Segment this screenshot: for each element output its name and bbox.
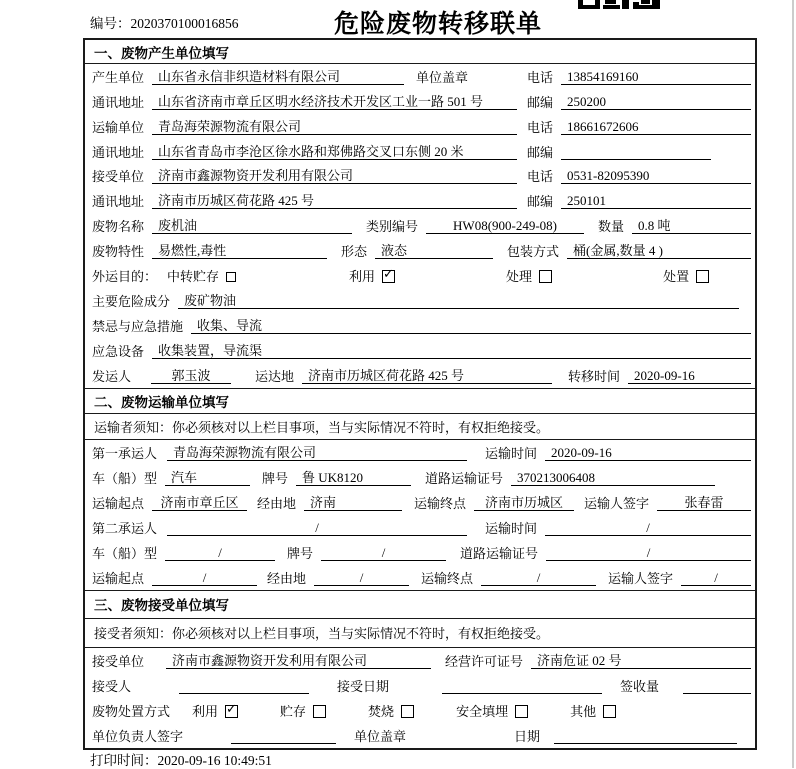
carrier2-value: / <box>167 520 467 536</box>
page-right-edge <box>792 0 794 768</box>
route2-start-value: / <box>152 570 257 586</box>
transport-zip-label: 邮编 <box>526 144 553 160</box>
route2-end-label: 运输终点 <box>421 570 474 586</box>
producer-phone-value: 13854169160 <box>561 69 751 85</box>
row-receiver-unit <box>85 648 755 673</box>
producer-zip-label: 邮编 <box>526 94 553 110</box>
check-mark: ✓ <box>226 701 237 717</box>
section3-header: 三、废物接受单位填写 <box>85 590 755 619</box>
receive-address-value: 济南市历城区荷花路 425 号 <box>152 193 517 209</box>
row-hazard-component <box>85 288 755 313</box>
disposal-option-landfill-label: 安全填埋 <box>456 703 509 719</box>
transfer-time-label: 转移时间 <box>568 368 621 384</box>
vehicle1-license-label: 道路运输证号 <box>425 470 504 486</box>
transport-unit-label: 运输单位 <box>92 119 145 135</box>
sender-value: 郭玉波 <box>151 368 231 384</box>
receiver-license-value: 济南危证 02 号 <box>531 653 751 669</box>
row-carrier2 <box>85 515 755 540</box>
route2-end-value: / <box>481 570 596 586</box>
disposal-store-checkbox <box>313 705 326 718</box>
form-value: 液态 <box>375 243 493 259</box>
signed-amount-label: 签收量 <box>620 678 660 694</box>
route2-sign-value: / <box>681 570 751 586</box>
hazard-component-label: 主要危险成分 <box>92 293 171 309</box>
print-time-line <box>90 749 272 769</box>
category-value: HW08(900-249-08) <box>426 218 584 234</box>
receiver-unit-value: 济南市鑫源物资开发利用有限公司 <box>166 653 431 669</box>
signature-value <box>231 743 336 744</box>
vehicle2-license-value: / <box>546 545 751 561</box>
row-carrier1 <box>85 440 755 465</box>
quantity-label: 数量 <box>598 219 625 235</box>
route1-via-label: 经由地 <box>257 495 297 511</box>
date-value <box>554 743 737 744</box>
row-transport-unit <box>85 114 755 139</box>
packing-value: 桶(金属,数量 4 ) <box>567 243 751 259</box>
emergency-equipment-label: 应急设备 <box>92 343 145 359</box>
row-producer-address <box>85 89 755 114</box>
row-receive-unit <box>85 164 755 189</box>
purpose-dispose-checkbox <box>696 270 709 283</box>
receive-unit-label: 接受单位 <box>92 169 145 185</box>
destination-label: 运达地 <box>255 368 295 384</box>
waste-property-value: 易燃性,毒性 <box>152 243 327 259</box>
producer-value: 山东省永信非织造材料有限公司 <box>152 69 404 85</box>
packing-label: 包装方式 <box>507 244 560 260</box>
route1-sign-label: 运输人签字 <box>584 495 650 511</box>
serial-label: 编号： <box>90 16 131 31</box>
waste-name-value: 废机油 <box>152 218 352 234</box>
carrier1-label: 第一承运人 <box>92 445 158 461</box>
signed-amount-value <box>683 693 751 694</box>
emergency-equipment-value: 收集装置，导流渠 <box>152 343 751 359</box>
producer-address-value: 山东省济南市章丘区明水经济技术开发区工业一路 501 号 <box>152 94 517 110</box>
purpose-label: 外运目的： <box>92 269 158 285</box>
form-label: 形态 <box>341 244 368 260</box>
route1-start-label: 运输起点 <box>92 495 145 511</box>
row-signature <box>85 723 755 748</box>
purpose-option-treat-label: 处理 <box>506 269 533 285</box>
disposal-option-burn-label: 焚烧 <box>368 703 395 719</box>
carrier2-time-value: / <box>545 520 751 536</box>
producer-zip-value: 250200 <box>561 94 751 110</box>
disposal-label: 废物处置方式 <box>92 703 171 719</box>
purpose-transfer-checkbox <box>226 272 236 282</box>
vehicle1-type-label: 车（船）型 <box>92 470 158 486</box>
receive-phone-label: 电话 <box>526 169 553 185</box>
receiver-unit-label: 接受单位 <box>92 653 145 669</box>
row-route1 <box>85 490 755 515</box>
row-receive-address <box>85 188 755 213</box>
transport-address-value: 山东省青岛市李沧区徐水路和郑佛路交叉口东侧 20 米 <box>152 144 517 160</box>
row-transport-address <box>85 139 755 164</box>
route1-start-value: 济南市章丘区 <box>152 495 247 511</box>
row-purpose <box>85 263 755 288</box>
disposal-use-checkbox <box>225 701 238 718</box>
date-label: 日期 <box>514 728 541 744</box>
purpose-use-checkbox <box>382 267 395 283</box>
sender-label: 发运人 <box>92 368 132 384</box>
unit-seal-label: 单位盖章 <box>354 728 407 744</box>
vehicle1-plate-value: 鲁 UK8120 <box>296 470 411 486</box>
row-receiver-person <box>85 673 755 698</box>
disposal-other-checkbox <box>603 705 616 718</box>
seal-label: 单位盖章 <box>416 69 469 85</box>
row-emergency-equipment <box>85 338 755 363</box>
serial-number-line <box>90 12 239 32</box>
receive-address-label: 通讯地址 <box>92 194 145 210</box>
receiver-license-label: 经营许可证号 <box>445 653 524 669</box>
transport-address-label: 通讯地址 <box>92 144 145 160</box>
row-producer <box>85 64 755 89</box>
receive-phone-value: 0531-82095390 <box>561 168 751 184</box>
section2-header: 二、废物运输单位填写 <box>85 388 755 414</box>
vehicle1-license-value: 370213006408 <box>511 470 715 486</box>
vehicle1-plate-label: 牌号 <box>262 470 289 486</box>
carrier1-time-label: 运输时间 <box>485 445 538 461</box>
producer-phone-label: 电话 <box>526 69 553 85</box>
transport-zip-value <box>561 159 711 160</box>
transport-unit-value: 青岛海荣源物流有限公司 <box>152 119 517 135</box>
route2-sign-label: 运输人签字 <box>608 570 674 586</box>
disposal-landfill-checkbox <box>515 705 528 718</box>
emergency-measures-label: 禁忌与应急措施 <box>92 318 184 334</box>
route1-end-value: 济南市历城区 <box>474 495 574 511</box>
route2-via-label: 经由地 <box>267 570 307 586</box>
route2-start-label: 运输起点 <box>92 570 145 586</box>
route1-sign-value: 张春雷 <box>657 495 751 511</box>
receiver-person-label: 接受人 <box>92 678 132 694</box>
producer-address-label: 通讯地址 <box>92 94 145 110</box>
row-sender <box>85 363 755 388</box>
quantity-value: 0.8 吨 <box>632 218 751 234</box>
row-emergency-measures <box>85 313 755 338</box>
route2-via-value: / <box>314 570 409 586</box>
disposal-burn-checkbox <box>401 705 414 718</box>
page-title: 危险废物转移联单 <box>334 10 543 38</box>
row-waste-property <box>85 238 755 263</box>
print-time-label: 打印时间： <box>90 753 158 768</box>
disposal-option-other-label: 其他 <box>570 703 597 719</box>
hazard-component-value: 废矿物油 <box>178 293 739 309</box>
category-label: 类别编号 <box>366 219 419 235</box>
transport-phone-value: 18661672606 <box>561 119 751 135</box>
row-vehicle1 <box>85 465 755 490</box>
route1-end-label: 运输终点 <box>414 495 467 511</box>
purpose-option-use-label: 利用 <box>349 269 376 285</box>
receive-date-value <box>442 693 602 694</box>
route1-via-value: 济南 <box>304 495 402 511</box>
vehicle1-type-value: 汽车 <box>165 470 250 486</box>
row-vehicle2 <box>85 540 755 565</box>
receive-unit-value: 济南市鑫源物资开发利用有限公司 <box>152 168 517 184</box>
purpose-option-transfer-label: 中转贮存 <box>167 269 220 285</box>
transfer-time-value: 2020-09-16 <box>628 368 751 384</box>
waste-property-label: 废物特性 <box>92 244 145 260</box>
disposal-option-store-label: 贮存 <box>280 703 307 719</box>
row-disposal <box>85 698 755 723</box>
row-waste-name <box>85 213 755 238</box>
section2-notice: 运输者须知：你必须核对以上栏目事项，当与实际情况不符时，有权拒绝接受。 <box>85 414 755 440</box>
disposal-option-use-label: 利用 <box>192 703 219 719</box>
qr-code-fragment-icon <box>578 0 660 9</box>
receive-zip-value: 250101 <box>561 193 751 209</box>
row-route2 <box>85 565 755 590</box>
carrier2-label: 第二承运人 <box>92 520 158 536</box>
vehicle2-type-value: / <box>165 545 275 561</box>
carrier1-time-value: 2020-09-16 <box>545 445 751 461</box>
print-time-value: 2020-09-16 10:49:51 <box>157 753 272 768</box>
carrier1-value: 青岛海荣源物流有限公司 <box>167 445 467 461</box>
receive-zip-label: 邮编 <box>526 194 553 210</box>
serial-value: 2020370100016856 <box>130 16 239 31</box>
signature-label: 单位负责人签字 <box>92 728 184 744</box>
vehicle2-type-label: 车（船）型 <box>92 545 158 561</box>
receiver-person-value <box>179 693 309 694</box>
producer-label: 产生单位 <box>92 69 145 85</box>
transport-phone-label: 电话 <box>526 119 553 135</box>
section3-notice: 接受者须知：你必须核对以上栏目事项，当与实际情况不符时，有权拒绝接受。 <box>85 619 755 648</box>
section1-header: 一、废物产生单位填写 <box>85 40 755 64</box>
purpose-treat-checkbox <box>539 270 552 283</box>
vehicle2-plate-label: 牌号 <box>287 545 314 561</box>
manifest-table <box>83 38 757 750</box>
waste-name-label: 废物名称 <box>92 219 145 235</box>
emergency-measures-value: 收集、导流 <box>191 318 751 334</box>
carrier2-time-label: 运输时间 <box>485 520 538 536</box>
receive-date-label: 接受日期 <box>337 678 390 694</box>
vehicle2-license-label: 道路运输证号 <box>460 545 539 561</box>
purpose-option-dispose-label: 处置 <box>663 269 690 285</box>
destination-value: 济南市历城区荷花路 425 号 <box>302 368 552 384</box>
check-mark: ✓ <box>383 267 394 283</box>
vehicle2-plate-value: / <box>321 545 446 561</box>
